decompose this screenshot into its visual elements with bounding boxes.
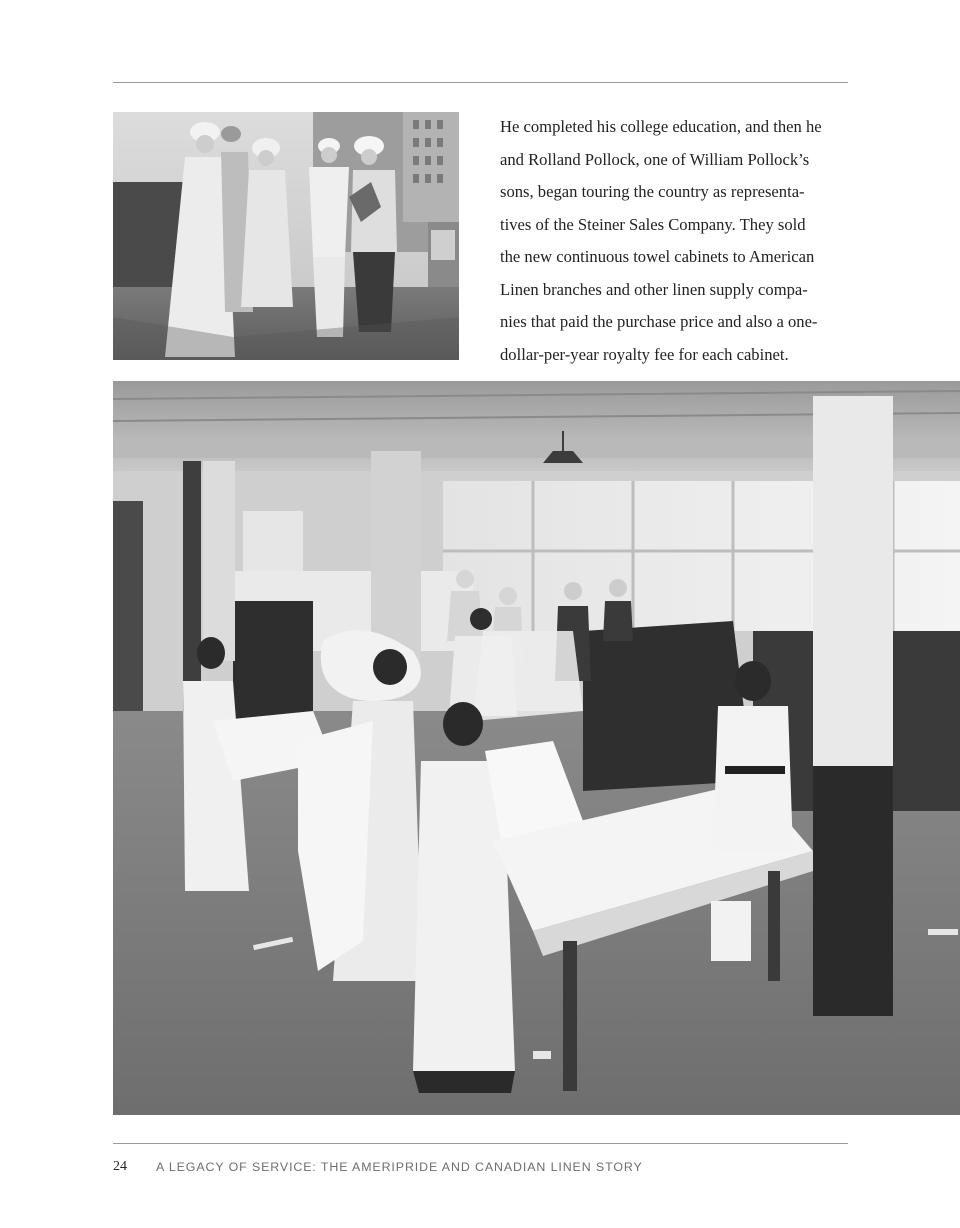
rooftop-photo bbox=[113, 112, 459, 360]
body-line: tives of the Steiner Sales Company. They sold bbox=[500, 214, 806, 234]
body-line: He completed his college education, and then he bbox=[500, 117, 822, 136]
header-rule bbox=[113, 82, 848, 83]
body-line: the new continuous towel cabinets to American bbox=[500, 247, 815, 266]
footer-rule bbox=[113, 1143, 848, 1144]
page-number: 24 bbox=[113, 1159, 127, 1174]
laundry-floor-photo bbox=[113, 381, 960, 1115]
body-paragraph bbox=[500, 111, 850, 371]
body-line: sons, began touring the country as representa- bbox=[500, 182, 805, 201]
running-title: A LEGACY OF SERVICE: THE AMERIPRIDE AND CANADIAN LINEN STORY bbox=[156, 1160, 643, 1174]
body-line: and Rolland Pollock, one of William Pollock’s bbox=[500, 149, 810, 169]
body-line: nies that paid the purchase price and also a one- bbox=[500, 312, 818, 331]
body-line: dollar-per-year royalty fee for each cabinet. bbox=[500, 344, 789, 364]
body-line: Linen branches and other linen supply compa- bbox=[500, 279, 808, 299]
